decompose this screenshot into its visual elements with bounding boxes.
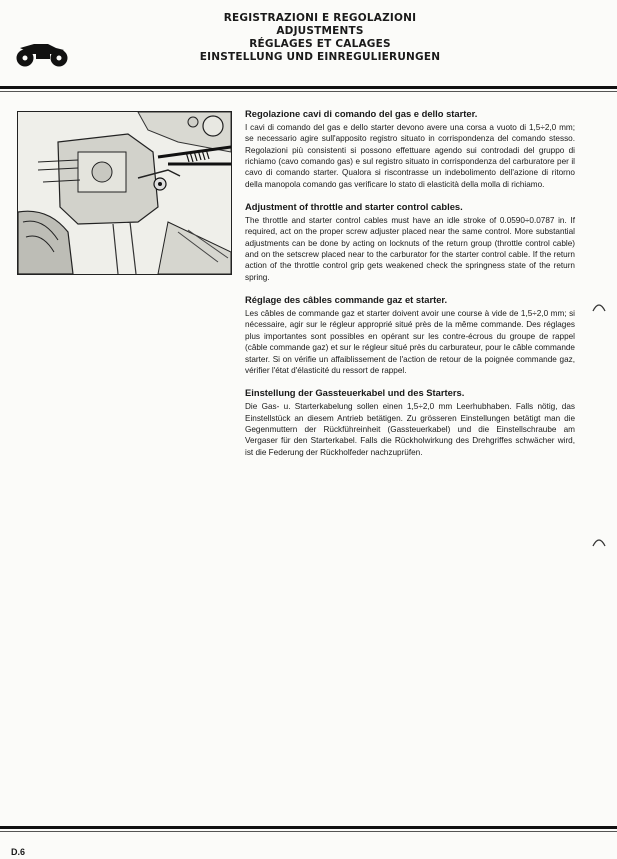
carburetor-illustration [18, 112, 231, 274]
footer-rule [0, 826, 617, 829]
binder-hole-icon [592, 537, 606, 547]
section-english [245, 200, 575, 283]
header-rule [0, 86, 617, 89]
footer-rule-thin [0, 831, 617, 832]
header-rule-thin [0, 91, 617, 92]
header-titles [150, 12, 490, 64]
section-heading: Réglage des câbles commande gaz et starter. [245, 294, 448, 306]
section-heading: Regolazione cavi di comando del gas e dello starter. [245, 108, 478, 119]
motorcycle-logo-icon [14, 38, 70, 68]
section-body: The throttle and starter control cables must have an idle stroke of 0.0590÷0.0787 in. If required, act on the proper screw adjuster placed near the same control. More substantial adjustments can be done by acting on locknuts of the return group (throttle control cable) and on the setscrew placed near to the carburator for the starter control cable. If the return action of the throttle control grip gets weakened check the springness state of the return spring. [245, 216, 575, 282]
section-heading: Einstellung der Gassteuerkabel und des Starters. [245, 387, 465, 399]
section-french [245, 293, 575, 376]
carburetor-photo [17, 111, 232, 275]
section-italian [245, 107, 575, 190]
section-heading: Adjustment of throttle and starter control cables. [245, 201, 463, 213]
section-body: Les câbles de commande gaz et starter doivent avoir une course à vide de 1,5÷2,0 mm; si nécessaire, agir sur le régleur approprié situé près de la même commande. Des réglages plus importantes sont possibles en opérant sur les contre-écrous du groupe de rappel (câble commande gaz) et sur le régleur situé près du carburateur, pour le câble commande starter. Si on vérifie un affaiblissement de l'action de retour de la poignée commande gaz, vérifier l'état d'élasticité du ressort de rappel. [245, 309, 575, 375]
header-title-it: REGISTRAZIONI E REGOLAZIONI [223, 12, 417, 24]
header-title-de: EINSTELLUNG UND EINREGULIERUNGEN [199, 51, 441, 63]
section-german [245, 386, 575, 458]
header-title-en: ADJUSTMENTS [276, 25, 364, 37]
page-number: D.6 [11, 847, 26, 857]
section-body: Die Gas- u. Starterkabelung sollen einen 1,5÷2,0 mm Leerhubhaben. Falls nötig, das Einstellstück an diesem Antrieb betätigen. Zu grösseren Einstellungen betätigt man die Gegenmuttern der Rückführeinheit (Gassteuerkabel) und die Einstellschraube am Vergaser für den Starterkabel. Falls die Rückholwirkung des Drehgriffes schwächer wird, ist die Federung der Rückholfeder nachzuprüfen. [245, 402, 575, 457]
section-body: I cavi di comando del gas e dello starter devono avere una corsa a vuoto di 1,5÷2,0 mm; se necessario agire sull'apposito registro situato in corrispondenza del comando stesso. Regolazioni più consistenti si possono effettuare agendo sui controdadi del gruppo di richiamo (cavo comando gas) e sul registro situato in corrispondenza del carburatore per il cavo di comando starter. Qualora si riscontrasse un indebolimento dell'azione di ritorno della manopola comando gas verificare lo stato di elasticità della molla di richiamo. [245, 123, 575, 189]
text-content [245, 107, 575, 468]
header-title-fr: RÉGLAGES ET CALAGES [249, 38, 391, 50]
binder-hole-icon [592, 302, 606, 312]
